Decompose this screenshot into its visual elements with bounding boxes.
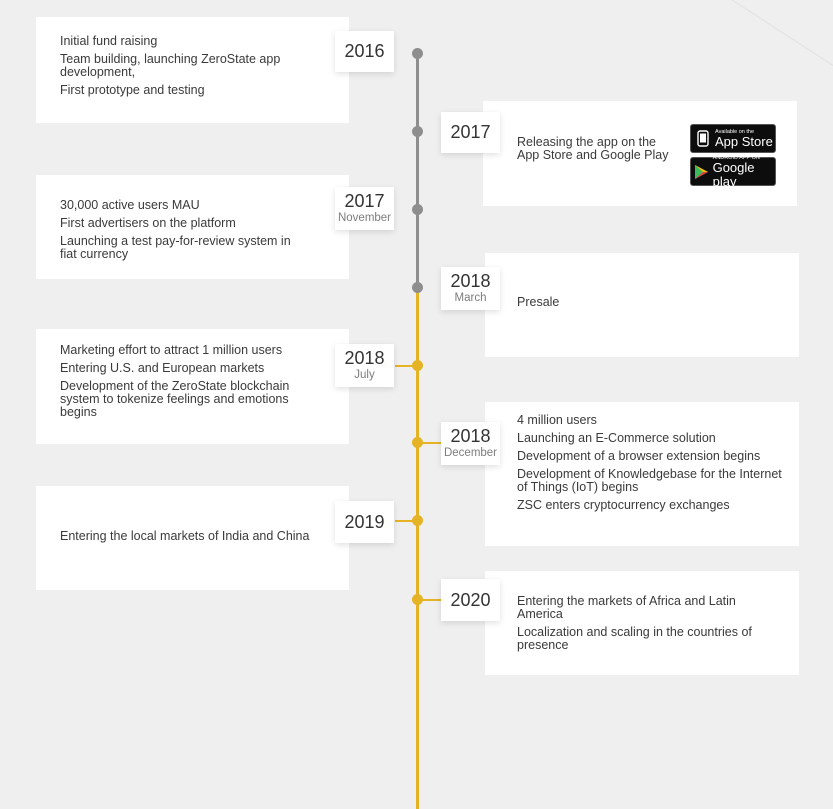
milestone-item: Initial fund raising [60,34,158,48]
milestone-item: First prototype and testing [60,83,205,97]
month-label: July [354,369,375,381]
year-label: 2018 [450,271,491,291]
play-icon [691,164,713,180]
milestone-item: 30,000 active users MAU [60,198,200,212]
milestone-item: Marketing effort to attract 1 million users [60,343,283,357]
milestone-item: ZSC enters cryptocurrency exchanges [517,498,730,512]
milestone-item: Development of the ZeroState blockchain system to tokenize feelings and emotions begins [60,379,290,419]
app-store-button[interactable] [690,124,776,153]
year-label: 2020 [450,589,491,610]
app-store-large-text: App Store [715,133,773,149]
milestone-item: Entering U.S. and European markets [60,361,265,375]
year-label: 2016 [344,41,385,61]
background-diagonal-line [729,0,833,70]
milestone-item: Releasing the app on the App Store and Google Play [517,135,669,162]
milestone-card-2018-march [485,253,799,357]
milestone-card-2018-july [36,329,349,444]
milestone-item: Entering the markets of Africa and Latin America [517,594,736,621]
milestone-item: Launching a test pay-for-review system in fiat currency [60,234,291,261]
timeline-dot [412,204,423,215]
year-badge [335,187,394,230]
milestone-item: Development of a browser extension begins [517,449,761,463]
milestone-item: Team building, launching ZeroState app development, [60,52,281,79]
milestone-item: Localization and scaling in the countries of presence [517,625,752,652]
month-label: November [337,212,392,224]
apple-icon [691,130,715,147]
google-play-large-text: Google play [712,159,755,189]
year-badge [335,501,394,543]
milestone-card-2017 [483,101,797,206]
timeline-dot [412,48,423,59]
milestone-item: Launching an E-Commerce solution [517,431,716,445]
milestone-item: First advertisers on the platform [60,216,236,230]
timeline-dot [412,126,423,137]
google-play-button[interactable] [690,154,776,189]
milestone-card-2020 [485,571,799,675]
month-label: December [443,447,498,459]
timeline-connector [395,520,415,522]
timeline-past-line [416,53,419,289]
year-badge [335,31,394,72]
timeline-connector [420,599,442,601]
timeline-connector [420,442,442,444]
year-badge [441,422,500,465]
app-store-small-text: Available on the [715,128,755,135]
year-label: 2017 [450,122,491,142]
milestone-item: 4 million users [517,413,597,427]
timeline-connector [395,365,415,367]
milestone-card-2019 [36,486,349,590]
milestone-card-2017-november [36,175,349,279]
milestone-item: Development of Knowledgebase for the Internet of Things (IoT) begins [517,467,782,494]
milestone-card-2018-december [485,402,799,546]
milestone-item: Presale [517,295,560,309]
year-label: 2019 [344,511,385,532]
milestone-item: Entering the local markets of India and China [60,529,310,543]
year-badge [441,267,500,310]
milestone-card-2016 [36,17,349,123]
year-badge [441,579,500,621]
year-label: 2018 [344,348,385,368]
month-label: March [454,292,487,304]
year-label: 2018 [450,426,491,446]
timeline-dot [412,282,423,293]
google-play-small-text: ANDROID APP ON [712,154,760,161]
year-badge [441,112,500,153]
year-label: 2017 [344,191,385,211]
year-badge [335,344,394,387]
